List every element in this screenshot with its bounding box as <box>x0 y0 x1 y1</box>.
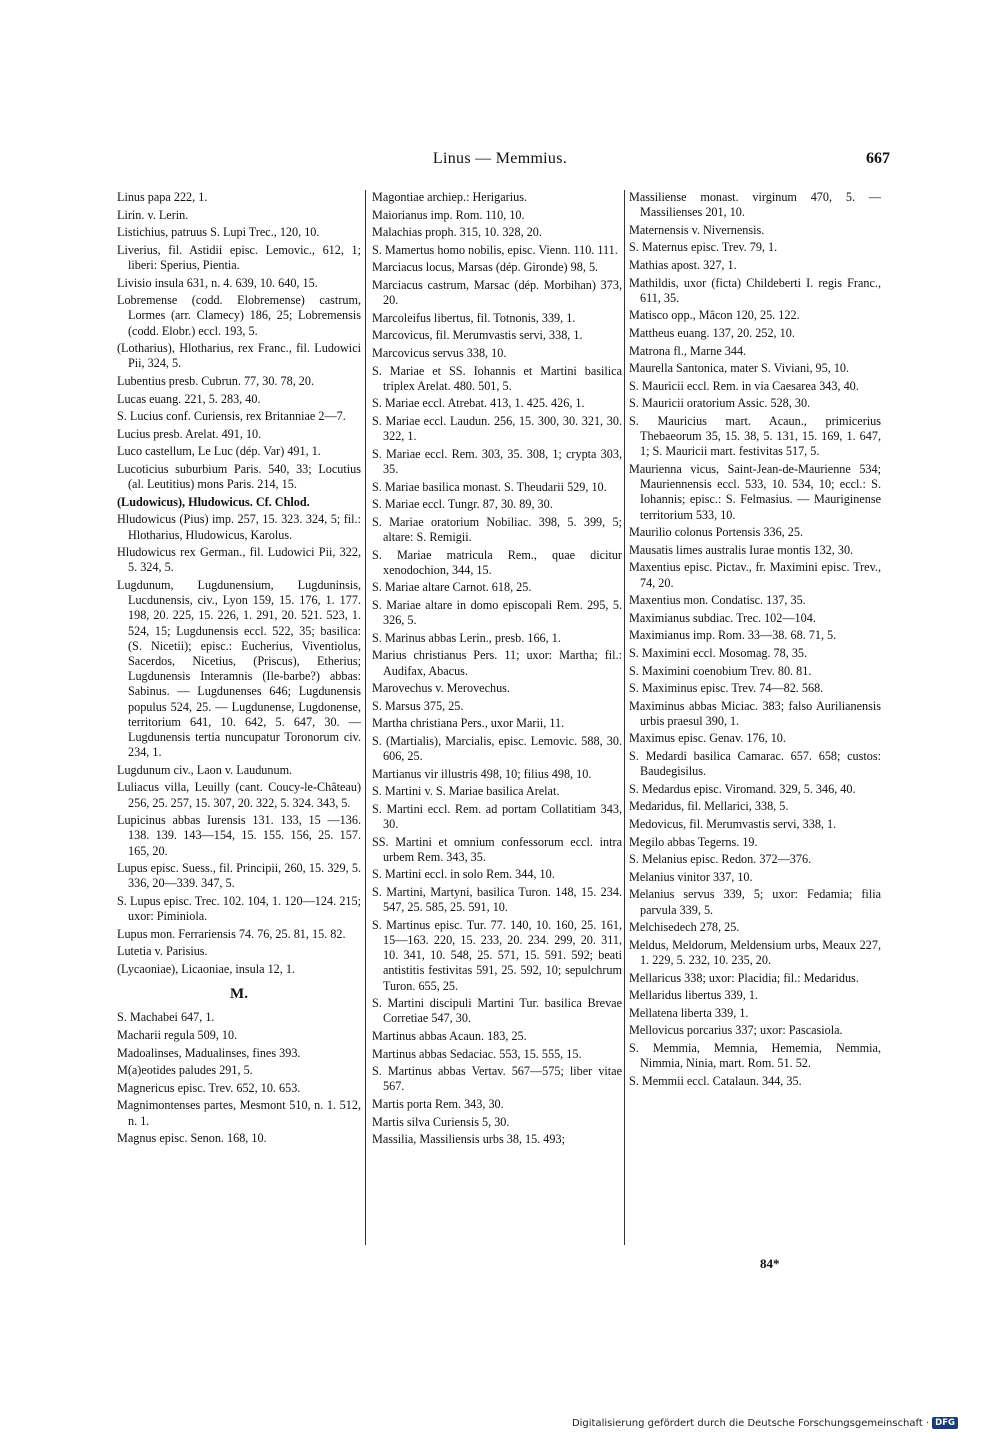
index-entry: Lupus episc. Suess., fil. Principii, 260, 15. 329, 5. 336, 20—339. 347, 5. <box>117 861 361 891</box>
index-entry: Mellaridus libertus 339, 1. <box>629 988 758 1003</box>
index-entry: Matrona fl., Marne 344. <box>629 343 747 358</box>
index-entry: Lugdunum civ., Laon v. Laudunum. <box>117 762 293 777</box>
index-entry: S. Mariae eccl. Tungr. 87, 30. 89, 30. <box>372 497 553 512</box>
index-entry: S. Martini eccl. Rem. ad portam Collatitiam 343, 30. <box>372 801 622 832</box>
index-entry: Lirin. v. Lerin. <box>117 207 189 222</box>
index-entry: Martinus abbas Acaun. 183, 25. <box>372 1029 527 1044</box>
index-entry: S. Marinus abbas Lerin., presb. 166, 1. <box>372 630 561 645</box>
page-number: 667 <box>866 150 890 167</box>
index-entry: S. Medardus episc. Viromand. 329, 5. 346, 40. <box>629 781 856 796</box>
index-entry: Magnericus episc. Trev. 652, 10. 653. <box>117 1080 301 1095</box>
index-entry: Luco castellum, Le Luc (dép. Var) 491, 1. <box>117 444 321 459</box>
index-entry: Megilo abbas Tegerns. 19. <box>629 834 758 849</box>
index-entry: Magontiae archiep.: Herigarius. <box>372 190 527 204</box>
index-entry: S. Maximini eccl. Mosomag. 78, 35. <box>629 645 808 660</box>
index-entry: Malachias proph. 315, 10. 328, 20. <box>372 225 542 240</box>
index-entry: M(a)eotides paludes 291, 5. <box>117 1063 253 1078</box>
index-entry: S. Mariae oratorium Nobiliac. 398, 5. 399, 5; altare: S. Remigii. <box>372 514 622 544</box>
index-entry: Medovicus, fil. Merumvastis servi, 338, 1. <box>629 817 837 832</box>
index-entry: Mellatena liberta 339, 1. <box>629 1005 749 1020</box>
index-entry: S. Machabei 647, 1. <box>117 1010 215 1025</box>
index-entry: Mathias apost. 327, 1. <box>629 257 737 272</box>
index-entry: (Lycaoniae), Licaoniae, insula 12, 1. <box>117 961 296 976</box>
index-entry: S. Martini, Martyni, basilica Turon. 148, 15. 234. 547, 25. 585, 25. 591, 10. <box>372 885 622 915</box>
index-entry: Melanius vinitor 337, 10. <box>629 869 753 884</box>
index-entry: Melanius servus 339, 5; uxor: Fedamia; filia parvula 339, 5. <box>629 887 881 917</box>
index-column-3 <box>629 190 881 1250</box>
index-entry: (Lotharius), Hlotharius, rex Franc., fil. Ludowici Pii, 324, 5. <box>117 341 361 371</box>
index-entry: Maurilio colonus Portensis 336, 25. <box>629 525 804 540</box>
index-entry: Marciacus locus, Marsas (dép. Gironde) 98, 5. <box>372 260 599 275</box>
index-entry: S. Marsus 375, 25. <box>372 698 464 713</box>
section-heading: M. <box>230 986 248 1003</box>
index-entry: Meldus, Meldorum, Meldensium urbs, Meaux 227, 1. 229, 5. 232, 10. 235, 20. <box>629 937 881 968</box>
index-entry: Martha christiana Pers., uxor Marii, 11. <box>372 716 565 731</box>
index-entry: Maximianus subdiac. Trec. 102—104. <box>629 610 816 625</box>
index-entry: Maurella Santonica, mater S. Viviani, 95, 10. <box>629 361 850 376</box>
index-entry: S. Mariae et SS. Iohannis et Martini basilica triplex Arelat. 480. 501, 5. <box>372 363 622 393</box>
index-entry: Maximianus imp. Rom. 33—38. 68. 71, 5. <box>629 628 837 643</box>
index-entry: Maximinus abbas Miciac. 383; falso Aurilianensis urbis praesul 390, 1. <box>629 698 881 728</box>
index-entry: Madoalinses, Madualinses, fines 393. <box>117 1045 301 1060</box>
index-entry: S. Memmii eccl. Catalaun. 344, 35. <box>629 1073 802 1088</box>
column-divider <box>365 190 366 1245</box>
index-entry: S. Mamertus homo nobilis, episc. Vienn. 110. 111. <box>372 242 618 257</box>
index-entry: Medaridus, fil. Mellarici, 338, 5. <box>629 799 789 814</box>
index-entry: Hludowicus rex German., fil. Ludowici Pii, 322, 5. 324, 5. <box>117 545 361 575</box>
index-entry: S. Mariae eccl. Rem. 303, 35. 308, 1; crypta 303, 35. <box>372 446 622 476</box>
index-entry: Listichius, patruus S. Lupi Trec., 120, 10. <box>117 225 320 240</box>
index-entry: Melchisedech 278, 25. <box>629 920 740 935</box>
column-divider <box>624 190 625 1245</box>
index-entry: S. Mauricius mart. Acaun., primicerius Thebaeorum 35, 15. 38, 5. 131, 15. 169, 1. 647, 1; S. Mauricii mart. festivitas 517, 5. <box>629 413 881 459</box>
index-entry: S. Martinus abbas Vertav. 567—575; liber vitae 567. <box>372 1064 622 1094</box>
index-entry: Maiorianus imp. Rom. 110, 10. <box>372 207 525 222</box>
index-entry: (Ludowicus), Hludowicus. Cf. Chlod. <box>117 494 310 509</box>
index-entry: Marius christianus Pers. 11; uxor: Martha; fil.: Audifax, Abacus. <box>372 648 622 678</box>
index-entry: Magnimontenses partes, Mesmont 510, n. 1. 512, n. 1. <box>117 1098 361 1128</box>
index-entry: S. Mauricii oratorium Assic. 528, 30. <box>629 396 811 411</box>
index-entry: S. Melanius episc. Redon. 372—376. <box>629 852 812 867</box>
index-entry: S. (Martialis), Marcialis, episc. Lemovic. 588, 30. 606, 25. <box>372 733 622 764</box>
index-entry: Mausatis limes australis Iurae montis 132, 30. <box>629 542 854 557</box>
index-entry: Martianus vir illustris 498, 10; filius 498, 10. <box>372 766 592 781</box>
dfg-logo <box>932 1417 958 1429</box>
index-entry: S. Mariae matricula Rem., quae dicitur xenodochion, 344, 15. <box>372 547 622 577</box>
index-entry: Matisco opp., Mâcon 120, 25. 122. <box>629 308 800 323</box>
index-entry: S. Mariae basilica monast. S. Theudarii 529, 10. <box>372 479 607 494</box>
index-entry: S. Martini discipuli Martini Tur. basilica Brevae Corretiae 547, 30. <box>372 996 622 1026</box>
index-entry: Marovechus v. Merovechus. <box>372 681 510 696</box>
index-column-1 <box>117 190 361 1250</box>
index-entry: Linus papa 222, 1. <box>117 190 208 204</box>
index-entry: S. Mariae altare Carnot. 618, 25. <box>372 580 532 595</box>
index-entry: Livisio insula 631, n. 4. 639, 10. 640, 15. <box>117 275 318 290</box>
index-entry: Martis silva Curiensis 5, 30. <box>372 1114 510 1129</box>
index-entry: Lobremense (codd. Elobremense) castrum, Lormes (arr. Clamecy) 186, 25; Lobremensis (codd. Elobr.) eccl. 193, 5. <box>117 293 361 338</box>
index-entry: Maxentius episc. Pictav., fr. Maximini episc. Trev., 74, 20. <box>629 560 881 590</box>
index-entry: S. Lupus episc. Trec. 102. 104, 1. 120—124. 215; uxor: Piminiola. <box>117 893 361 924</box>
index-entry: Marcoleifus libertus, fil. Totnonis, 339, 1. <box>372 310 576 325</box>
index-entry: S. Maternus episc. Trev. 79, 1. <box>629 240 778 255</box>
index-entry: Macharii regula 509, 10. <box>117 1027 238 1042</box>
index-entry: Maxentius mon. Condatisc. 137, 35. <box>629 593 806 608</box>
index-entry: Mellovicus porcarius 337; uxor: Pascasiola. <box>629 1023 843 1038</box>
index-entry: Lucius presb. Arelat. 491, 10. <box>117 426 262 441</box>
index-entry: Marcovicus, fil. Merumvastis servi, 338, 1. <box>372 328 583 343</box>
index-entry: Martis porta Rem. 343, 30. <box>372 1097 504 1112</box>
index-entry: S. Martini eccl. in solo Rem. 344, 10. <box>372 867 555 882</box>
running-head: Linus — Memmius. <box>432 150 568 167</box>
index-entry: Lubentius presb. Cubrun. 77, 30. 78, 20. <box>117 373 315 388</box>
index-entry: Lupicinus abbas Iurensis 131. 133, 15 —136. 138. 139. 143—154, 15. 155. 156, 25. 157. 165, 20. <box>117 813 361 858</box>
index-entry: Lucas euang. 221, 5. 283, 40. <box>117 391 261 406</box>
index-entry: Lupus mon. Ferrariensis 74. 76, 25. 81, 15. 82. <box>117 926 346 941</box>
index-column-2 <box>372 190 622 1250</box>
index-entry: Mellaricus 338; uxor: Placidia; fil.: Medaridus. <box>629 970 859 985</box>
index-entry: S. Maximinus episc. Trev. 74—82. 568. <box>629 681 824 696</box>
footer-credit: Digitalisierung gefördert durch die Deutsche Forschungsgemeinschaft · <box>571 1417 930 1429</box>
index-entry: Lucoticius suburbium Paris. 540, 33; Locutius (al. Leutitius) mons Paris. 214, 15. <box>117 461 361 492</box>
index-entry: Magnus episc. Senon. 168, 10. <box>117 1131 267 1146</box>
index-entry: SS. Martini et omnium confessorum eccl. intra urbem Rem. 343, 35. <box>372 834 622 864</box>
index-entry: Maternensis v. Nivernensis. <box>629 222 765 237</box>
index-entry: Mathildis, uxor (ficta) Childeberti I. regis Franc., 611, 35. <box>629 275 881 305</box>
footer <box>572 1416 958 1430</box>
index-entry: S. Memmia, Memnia, Hememia, Nemmia, Nimmia, Ninia, mart. Rom. 51. 52. <box>629 1041 881 1071</box>
signature-mark: 84* <box>760 1256 780 1271</box>
index-entry: Lugdunum, Lugdunensium, Lugduninsis, Lucdunensis, civ., Lyon 159, 15. 176, 1. 177. 198, 20. 225, 15. 226, 1. 291, 20. 521. 523, 1. 524, 15; Lugdunensis eccl. 522, 35; basilica: (S. Nicetii); episc.: Eucherius, Viventiolus, Sacerdos, Nicetius, (Priscus), Etherius; Lugdunensis Interamnis (Ile-barbe?) abbas: Sabinus. — Lugdunenses 646; Lugdunensis populus 524, 25. — Lugdunense, Lugdonense, territorium 641, 10. 642, 5. 647, 30. — Lugdunensis tertia nuncupatur Toronorum civ. 234, 1. <box>117 577 361 760</box>
dfg-logo-text: DFG <box>935 1418 955 1428</box>
index-entry: Mattheus euang. 137, 20. 252, 10. <box>629 325 795 340</box>
index-entry: Lutetia v. Parisius. <box>117 944 208 959</box>
index-entry: S. Martinus episc. Tur. 77. 140, 10. 160, 25. 161, 15—163. 220, 15. 233, 20. 234. 299, 20. 311, 10. 341, 10. 548, 25. 571, 15. 591. 592; beati antistitis festivitas 591, 25. 592, 10; sepulchrum Turon. 655, 25. <box>372 917 622 993</box>
index-entry: S. Martini v. S. Mariae basilica Arelat. <box>372 784 560 799</box>
index-entry: Massiliense monast. virginum 470, 5. — Massilienses 201, 10. <box>629 190 881 220</box>
index-entry: Maurienna vicus, Saint-Jean-de-Maurienne 534; Mauriennensis eccl. 533, 10. 534, 10; eccl.: S. Iohannis; episc.: S. Felmasius. — Mauriginense territorium 533, 10. <box>629 461 881 522</box>
index-entry: Maximus episc. Genav. 176, 10. <box>629 731 786 746</box>
index-entry: S. Medardi basilica Camarac. 657. 658; custos: Baudegisilus. <box>629 749 881 779</box>
index-entry: S. Mauricii eccl. Rem. in via Caesarea 343, 40. <box>629 378 859 393</box>
index-entry: S. Maximini coenobium Trev. 80. 81. <box>629 663 812 678</box>
index-entry: Luliacus villa, Leuilly (cant. Coucy-le-Château) 256, 25. 257, 15. 307, 20. 322, 5. 324. 343, 5. <box>117 780 361 810</box>
index-entry: Marcovicus servus 338, 10. <box>372 345 507 360</box>
index-entry: Liverius, fil. Astidii episc. Lemovic., 612, 1; liberi: Sperius, Pientia. <box>117 242 361 272</box>
index-entry: Martinus abbas Sedaciac. 553, 15. 555, 15. <box>372 1046 582 1061</box>
index-entry: S. Mariae eccl. Laudun. 256, 15. 300, 30. 321, 30. 322, 1. <box>372 413 622 444</box>
index-entry: Massilia, Massiliensis urbs 38, 15. 493; <box>372 1132 565 1147</box>
index-entry: S. Mariae eccl. Atrebat. 413, 1. 425. 426, 1. <box>372 396 585 411</box>
index-entry: S. Lucius conf. Curiensis, rex Britanniae 2—7. <box>117 409 346 424</box>
index-entry: Marciacus castrum, Marsac (dép. Morbihan) 373, 20. <box>372 277 622 308</box>
index-entry: S. Mariae altare in domo episcopali Rem. 295, 5. 326, 5. <box>372 597 622 628</box>
index-entry: Hludowicus (Pius) imp. 257, 15. 323. 324, 5; fil.: Hlotharius, Hludowicus, Karolus. <box>117 512 361 542</box>
